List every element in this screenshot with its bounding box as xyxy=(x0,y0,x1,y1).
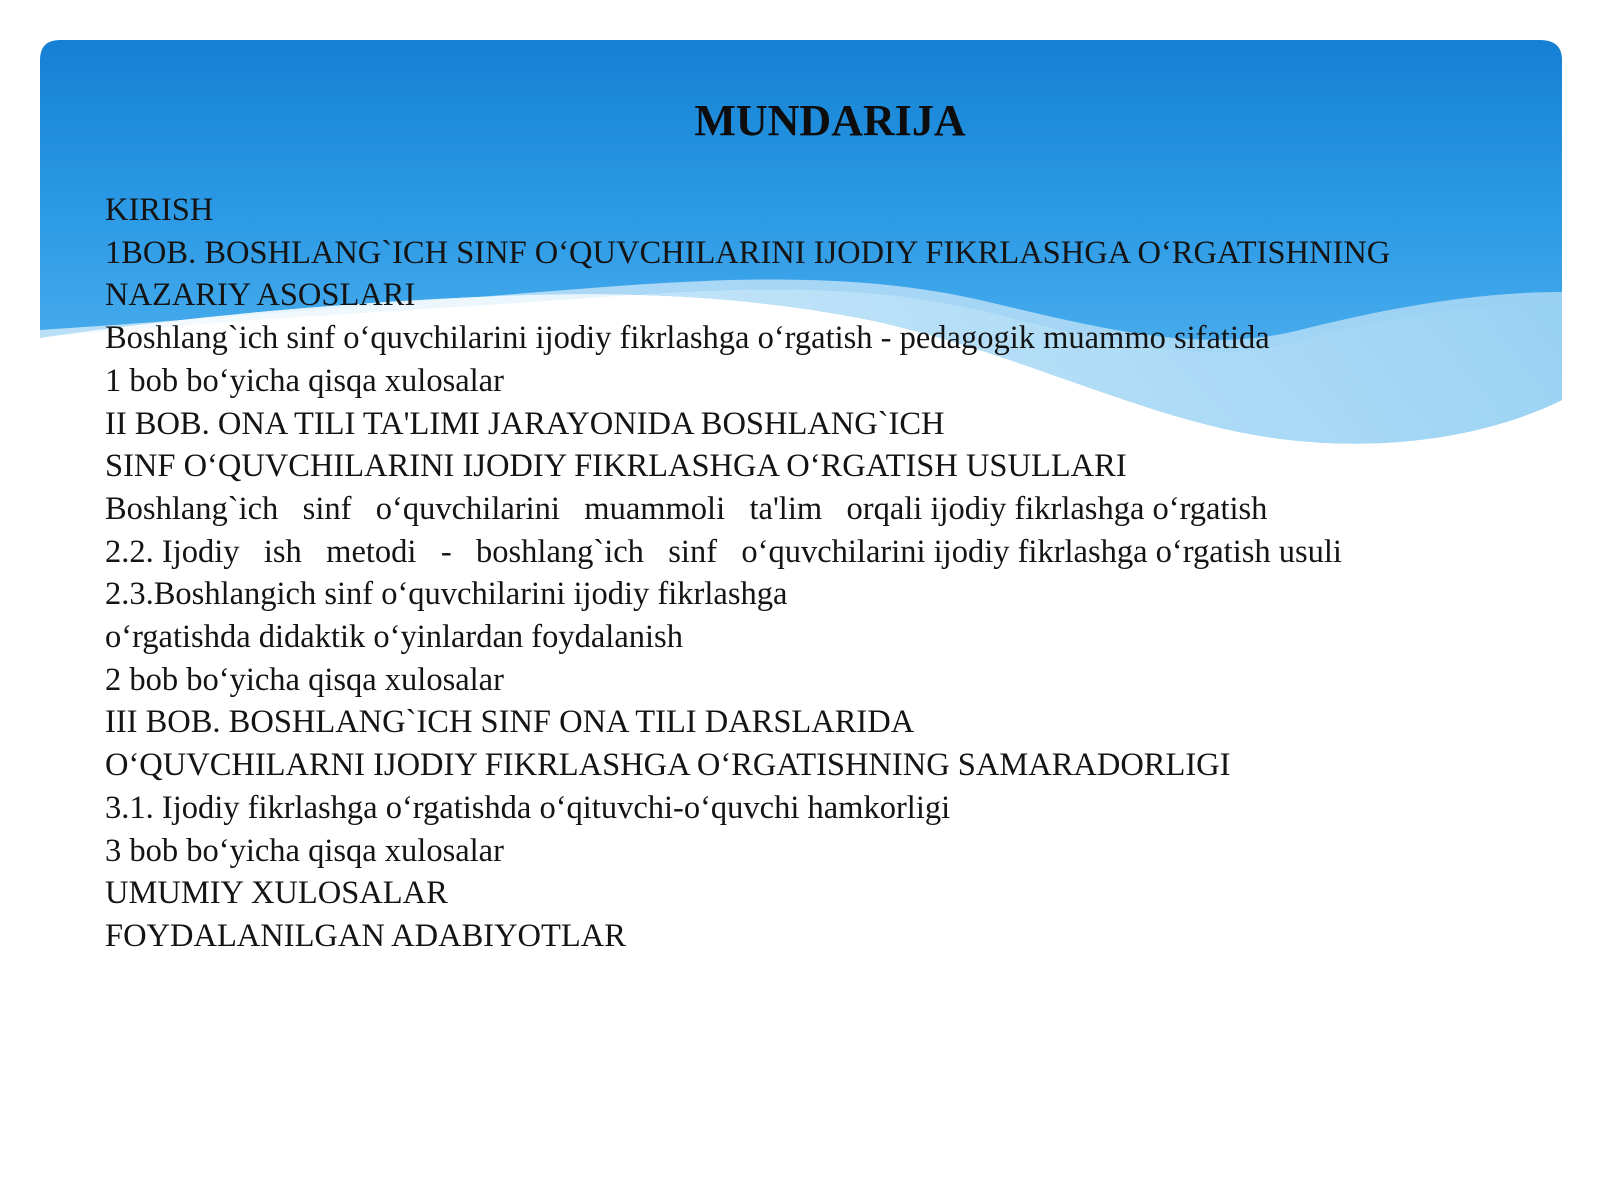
toc-item: Boshlang`ich sinf o‘quvchilarini ijodiy fikrlashga o‘rgatish - pedagogik muammo sifatida xyxy=(105,320,1270,357)
toc-item: SINF O‘QUVCHILARINI IJODIY FIKRLASHGA O‘RGATISH USULLARI xyxy=(105,448,1127,485)
toc-item: 3 bob bo‘yicha qisqa xulosalar xyxy=(105,832,504,869)
toc-item: KIRISH xyxy=(105,192,214,228)
toc-item: 3.1. Ijodiy fikrlashga o‘rgatishda o‘qituvchi-o‘quvchi hamkorligi xyxy=(105,789,951,826)
table-of-contents xyxy=(105,189,1585,958)
toc-item: o‘rgatishda didaktik o‘yinlardan foydalanish xyxy=(105,619,683,656)
toc-item: 1 bob bo‘yicha qisqa xulosalar xyxy=(105,362,504,399)
toc-item: III BOB. BOSHLANG`ICH SINF ONA TILI DARSLARIDA xyxy=(105,704,915,741)
toc-item: O‘QUVCHILARNI IJODIY FIKRLASHGA O‘RGATISHNING SAMARADORLIGI xyxy=(105,747,1231,784)
toc-item: 1BOB. BOSHLANG`ICH SINF O‘QUVCHILARINI IJODIY FIKRLASHGA O‘RGATISHNING NAZARIY ASOSLARI xyxy=(105,234,1391,314)
toc-item: UMUMIY XULOSALAR xyxy=(105,875,448,912)
toc-item: Boshlang`ich sinf o‘quvchilarini muammoli ta'lim orqali ijodiy fikrlashga o‘rgatish xyxy=(105,490,1268,527)
toc-item: II BOB. ONA TILI TA'LIMI JARAYONIDA BOSHLANG`ICH xyxy=(105,405,945,442)
toc-item: FOYDALANILGAN ADABIYOTLAR xyxy=(105,917,626,954)
slide-title: MUNDARIJA xyxy=(694,96,966,145)
toc-item: 2.2. Ijodiy ish metodi - boshlang`ich sinf o‘quvchilarini ijodiy fikrlashga o‘rgatish usuli xyxy=(105,533,1342,570)
toc-item: 2.3.Boshlangich sinf o‘quvchilarini ijodiy fikrlashga xyxy=(105,576,788,613)
toc-item: 2 bob bo‘yicha qisqa xulosalar xyxy=(105,661,504,698)
